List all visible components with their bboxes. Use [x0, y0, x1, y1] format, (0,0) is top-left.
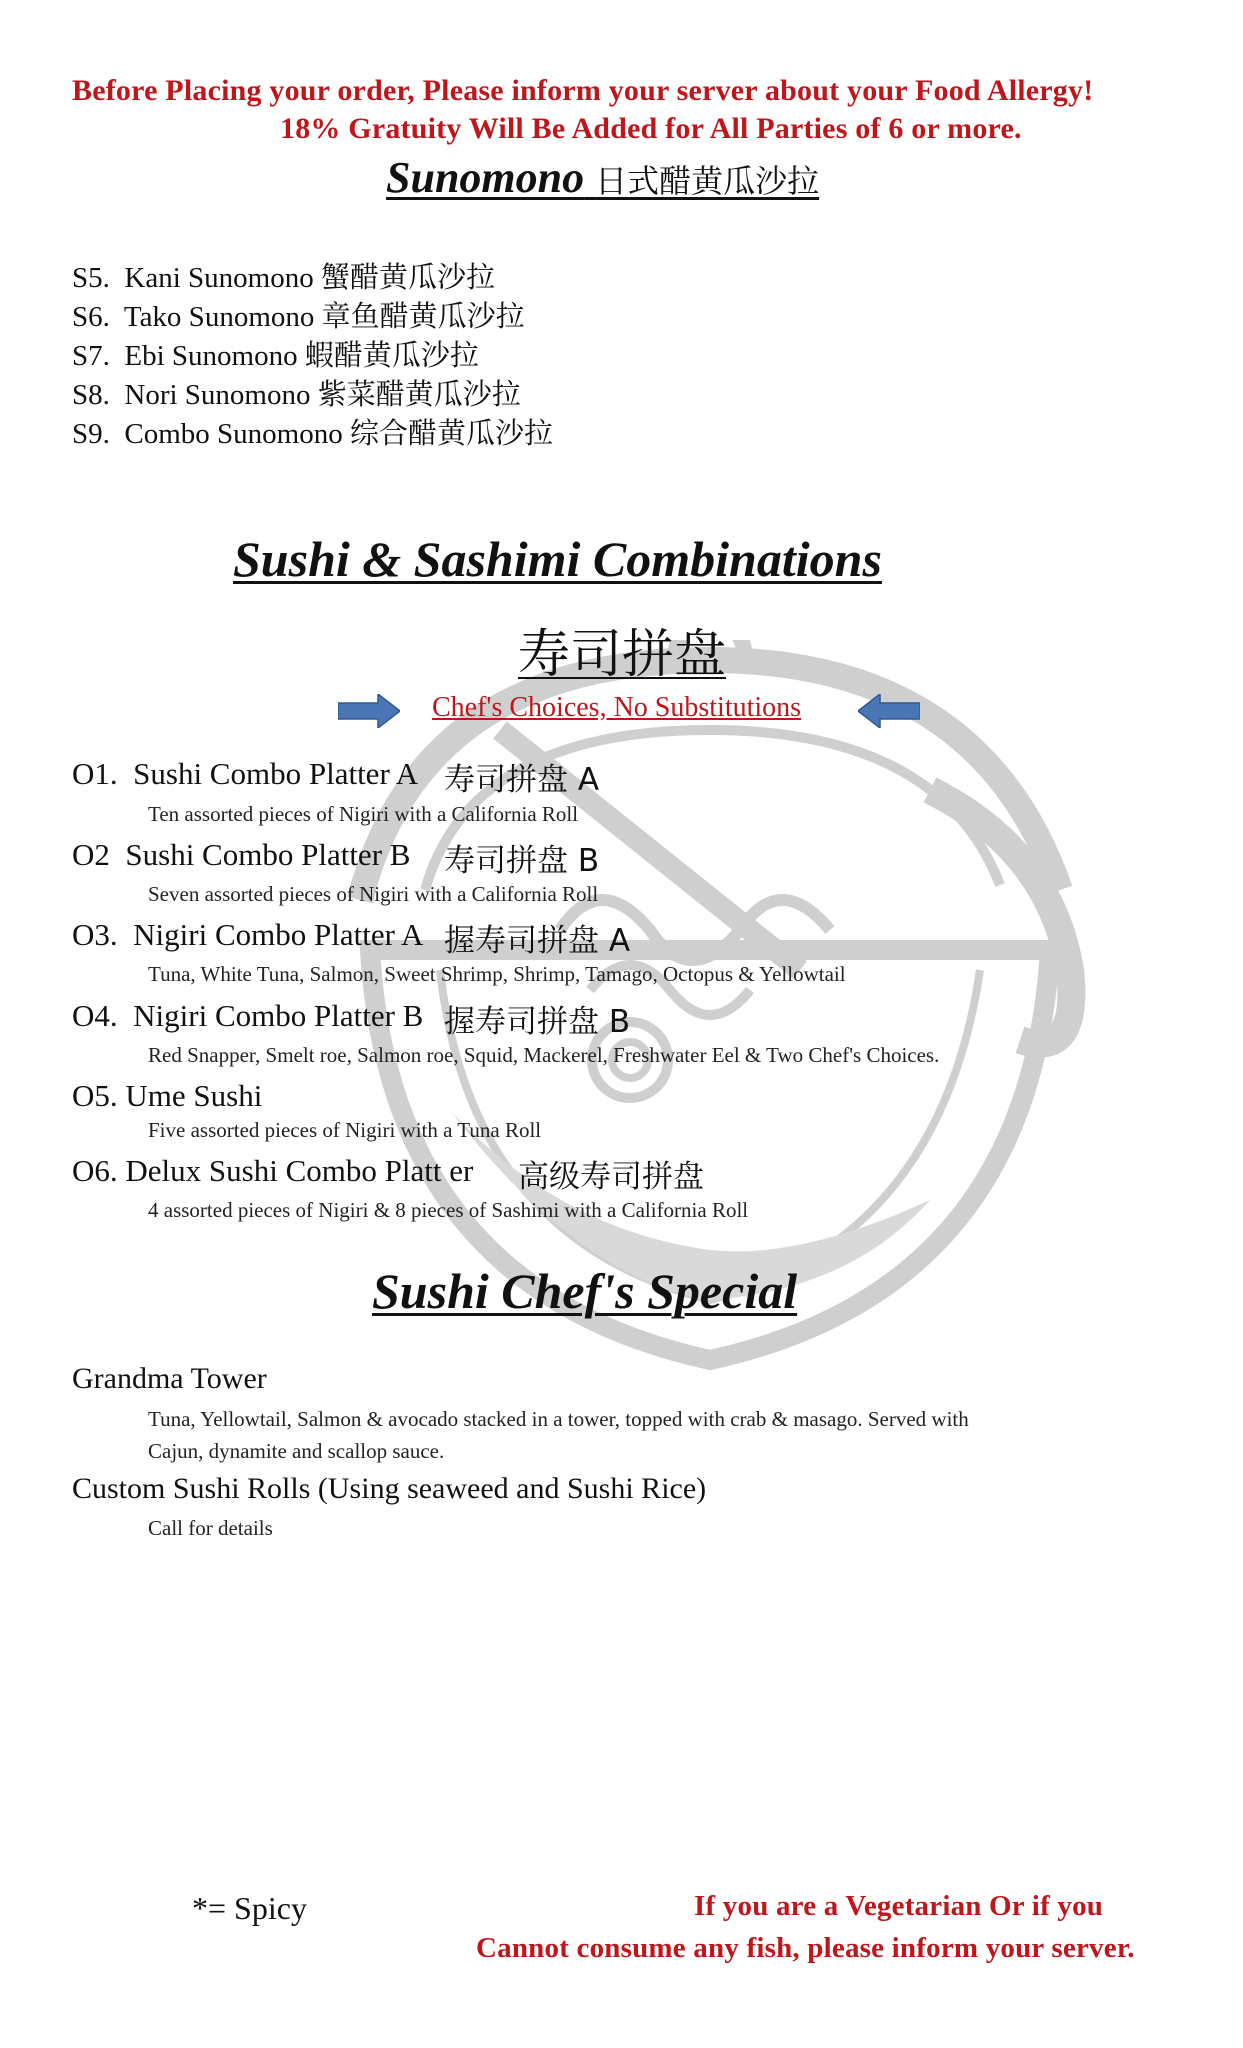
vegetarian-notice-line2: Cannot consume any fish, please inform your server. — [476, 1932, 1135, 1964]
right-arrow-icon — [338, 694, 400, 728]
item-code: O4. — [72, 998, 118, 1033]
special-item-grandma-tower-desc-2: Cajun, dynamite and scallop sauce. — [148, 1439, 445, 1463]
vegetarian-notice-line1: If you are a Vegetarian Or if you — [694, 1890, 1104, 1922]
item-code: S8. — [72, 379, 110, 411]
item-name: Kani Sunomono — [124, 262, 314, 294]
menu-item-o4-cn: 握寿司拼盘 B — [444, 1004, 631, 1040]
menu-item-o2 — [72, 837, 410, 873]
special-item-custom-rolls: Custom Sushi Rolls (Using seaweed and Sushi Rice) — [72, 1472, 707, 1505]
item-name-cn: 综合醋黄瓜沙拉 — [349, 416, 553, 450]
item-code: O1. — [72, 756, 118, 791]
item-name: Sushi Combo Platter B — [125, 837, 411, 872]
item-name-cn: 章鱼醋黄瓜沙拉 — [321, 299, 525, 333]
menu-item-o3-desc: Tuna, White Tuna, Salmon, Sweet Shrimp, Shrimp, Tamago, Octopus & Yellowtail — [148, 962, 846, 986]
item-name: Combo Sunomono — [124, 418, 343, 450]
item-code: S5. — [72, 262, 110, 294]
menu-item-o1-cn: 寿司拼盘 A — [444, 762, 600, 798]
allergy-notice: Before Placing your order, Please inform your server about your Food Allergy! — [72, 74, 1094, 107]
combinations-heading-cn: 寿司拼盘 — [518, 625, 727, 685]
chef-special-heading: Sushi Chef's Special — [372, 1263, 798, 1319]
left-arrow-icon — [858, 694, 920, 728]
chef-choice-note: Chef's Choices, No Substitutions — [432, 692, 802, 723]
item-code: S7. — [72, 340, 110, 372]
item-name-cn: 蟹醋黄瓜沙拉 — [320, 260, 495, 294]
item-name-cn: 紫菜醋黄瓜沙拉 — [317, 377, 521, 411]
special-item-grandma-tower-desc: Tuna, Yellowtail, Salmon & avocado stacked in a tower, topped with crab & masago. Served with — [148, 1407, 969, 1431]
item-code: S6. — [72, 301, 110, 333]
item-code: O6. — [72, 1153, 118, 1188]
item-code: S9. — [72, 418, 110, 450]
item-name: Ebi Sunomono — [124, 340, 298, 372]
item-code: O3. — [72, 917, 118, 952]
gratuity-notice: 18% Gratuity Will Be Added for All Parties of 6 or more. — [280, 112, 1022, 145]
menu-item-o3-cn: 握寿司拼盘 A — [444, 923, 631, 959]
spicy-legend: *= Spicy — [192, 1890, 307, 1926]
item-name: Delux Sushi Combo Platt er — [125, 1153, 474, 1188]
menu-item-o2-desc: Seven assorted pieces of Nigiri with a California Roll — [148, 882, 599, 906]
special-item-grandma-tower: Grandma Tower — [72, 1362, 267, 1395]
sunomono-heading — [386, 152, 819, 203]
sunomono-title-cn: 日式醋黄瓜沙拉 — [595, 162, 820, 200]
item-name: Nori Sunomono — [124, 379, 311, 411]
item-name: Sushi Combo Platter A — [133, 756, 419, 791]
menu-item-s5 — [72, 255, 495, 296]
item-name: Nigiri Combo Platter B — [133, 998, 424, 1033]
menu-item-s7 — [72, 333, 479, 374]
menu-item-o1 — [72, 756, 418, 792]
menu-item-o4-desc: Red Snapper, Smelt roe, Salmon roe, Squid, Mackerel, Freshwater Eel & Two Chef's Choices. — [148, 1043, 940, 1067]
menu-item-s6 — [72, 294, 525, 335]
item-name: Ume Sushi — [125, 1078, 263, 1113]
menu-item-o3 — [72, 917, 423, 953]
special-item-custom-rolls-desc: Call for details — [148, 1516, 273, 1540]
item-code: O5. — [72, 1078, 118, 1113]
menu-item-s8 — [72, 372, 521, 413]
item-code: O2 — [72, 837, 110, 872]
menu-item-o1-desc: Ten assorted pieces of Nigiri with a California Roll — [148, 802, 579, 826]
menu-item-o2-cn: 寿司拼盘 B — [444, 843, 600, 879]
menu-item-s9 — [72, 411, 553, 452]
menu-item-o4 — [72, 998, 423, 1034]
menu-item-o5 — [72, 1078, 262, 1114]
menu-item-o6 — [72, 1153, 473, 1189]
item-name-cn: 蝦醋黄瓜沙拉 — [304, 338, 479, 372]
combinations-heading: Sushi & Sashimi Combinations — [233, 531, 882, 587]
menu-item-o6-cn: 高级寿司拼盘 — [518, 1159, 704, 1195]
item-name: Nigiri Combo Platter A — [133, 917, 424, 952]
menu-item-o6-desc: 4 assorted pieces of Nigiri & 8 pieces of Sashimi with a California Roll — [148, 1198, 749, 1222]
item-name: Tako Sunomono — [123, 301, 315, 333]
menu-item-o5-desc: Five assorted pieces of Nigiri with a Tuna Roll — [148, 1118, 542, 1142]
sunomono-title: Sunomono — [386, 153, 585, 202]
